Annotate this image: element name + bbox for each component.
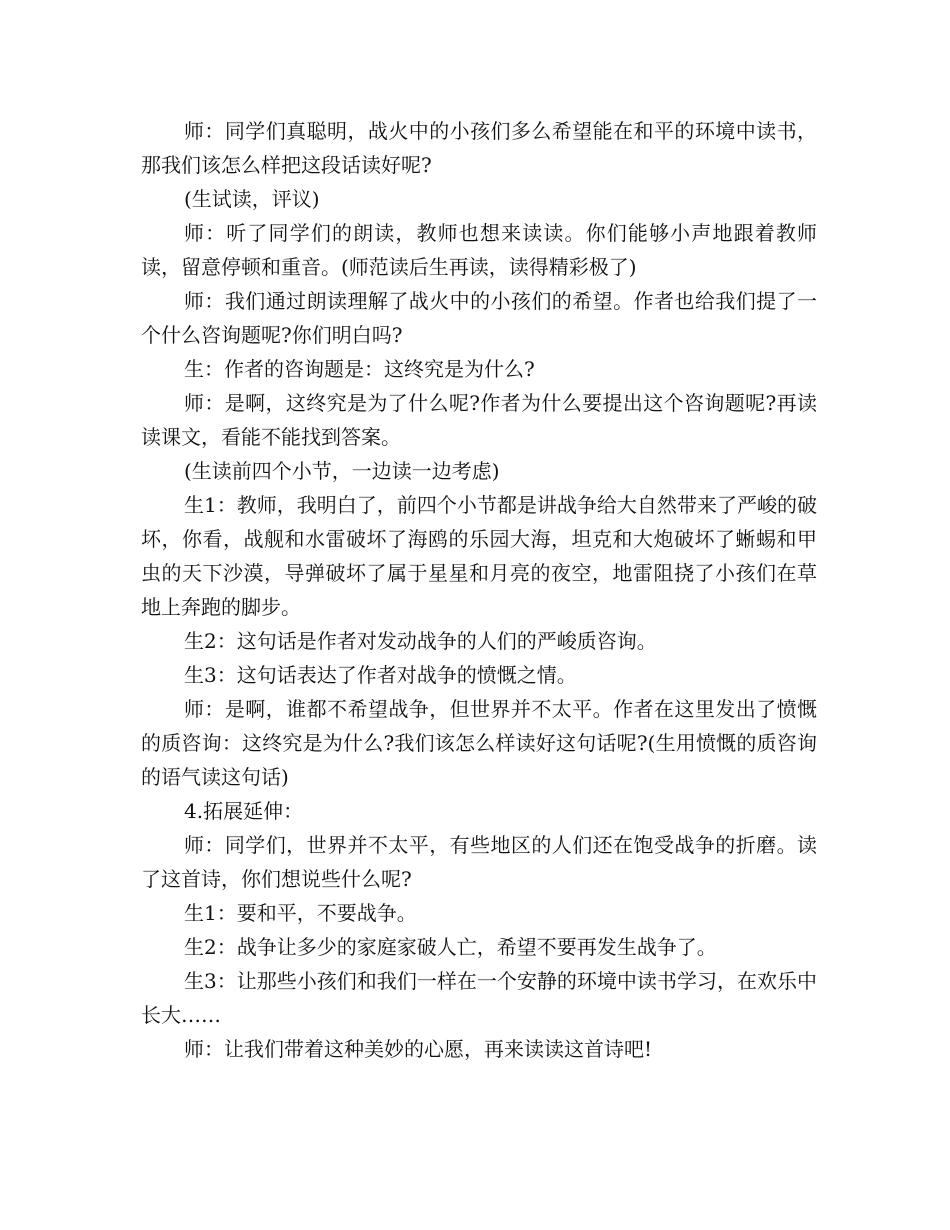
section-heading-extension: 4.拓展延伸：	[184, 799, 304, 823]
document-body	[141, 114, 817, 1066]
paragraph-teacher-question: 师：我们通过朗读理解了战火中的小孩们的希望。作者也给我们提了一个什么咨询题呢?你们明白吗?	[141, 289, 817, 347]
paragraph-teacher-praise: 师：同学们真聪明，战火中的小孩们多么希望能在和平的环境中读书，那我们该怎么样把这段话读好呢?	[141, 119, 817, 177]
paragraph-teacher-model-read: 师：听了同学们的朗读，教师也想来读读。你们能够小声地跟着教师读，留意停顿和重音。(师范读后生再读，读得精彩极了)	[141, 221, 817, 279]
paragraph-student-reading: (生读前四个小节，一边读一边考虑)	[184, 459, 500, 483]
paragraph-student-1: 生1：教师，我明白了，前四个小节都是讲战争给大自然带来了严峻的破坏，你看，战舰和水雷破坏了海鸥的乐园大海，坦克和大炮破坏了蜥蜴和甲虫的天下沙漠，导弹破坏了属于星星和月亮的夜空，地雷阻挠了小孩们在草地上奔跑的脚步。	[141, 493, 817, 619]
paragraph-teacher-why: 师：是啊，这终究是为了什么呢?作者为什么要提出这个咨询题呢?再读读课文，看能不能找到答案。	[141, 391, 817, 449]
paragraph-student-2: 生2：这句话是作者对发动战争的人们的严峻质咨询。	[184, 629, 657, 653]
paragraph-student-3: 生3：这句话表达了作者对战争的愤慨之情。	[184, 663, 577, 687]
paragraph-student-answer: 生：作者的咨询题是：这终究是为什么?	[184, 357, 535, 381]
paragraph-teacher-world: 师：同学们，世界并不太平，有些地区的人们还在饱受战争的折磨。读了这首诗，你们想说些什么呢?	[141, 833, 817, 891]
paragraph-student-3-children: 生3：让那些小孩们和我们一样在一个安静的环境中读书学习，在欢乐中长大……	[141, 969, 817, 1027]
paragraph-student-trial-read: (生试读，评议)	[184, 187, 320, 211]
paragraph-teacher-indignation: 师：是啊，谁都不希望战争，但世界并不太平。作者在这里发出了愤慨的质咨询：这终究是为什么?我们该怎么样读好这句话呢?(生用愤慨的质咨询的语气读这句话)	[141, 697, 817, 789]
paragraph-teacher-closing: 师：让我们带着这种美妙的心愿，再来读读这首诗吧!	[184, 1037, 653, 1061]
paragraph-student-1-peace: 生1：要和平，不要战争。	[184, 901, 417, 925]
paragraph-student-2-families: 生2：战争让多少的家庭家破人亡，希望不要再发生战争了。	[184, 935, 717, 959]
